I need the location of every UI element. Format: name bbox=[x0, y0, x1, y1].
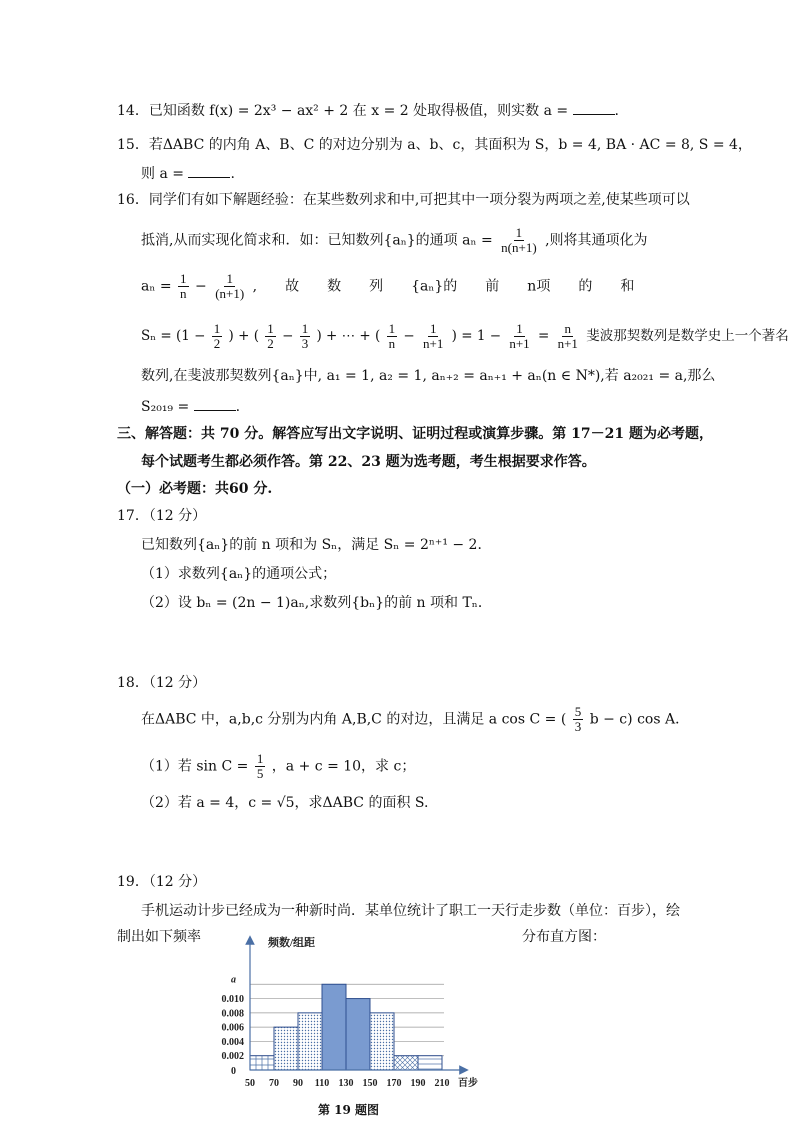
x-tick-label: 190 bbox=[410, 1078, 426, 1089]
histogram-bar bbox=[346, 999, 370, 1070]
question-17-head: 17．（12 分） bbox=[117, 508, 207, 524]
x-tick-label: 130 bbox=[338, 1078, 354, 1089]
histogram-bar bbox=[274, 1027, 298, 1070]
question-16-line5: 数列,在斐波那契数列{aₙ}中, a₁ = 1, a₂ = 1, aₙ₊₂ = aₙ₊₁ + aₙ(n ∈ N*),若 a₂₀₂₁ = a,那么 bbox=[141, 368, 716, 384]
question-19-line1: 手机运动计步已经成为一种新时尚．某单位统计了职工一天行走步数（单位：百步），绘 bbox=[141, 903, 680, 919]
x-tick-label: 90 bbox=[293, 1078, 303, 1089]
y-tick-label: a bbox=[231, 974, 236, 986]
question-16-line2: 抵消,从而实现化简求和．如：已知数列{aₙ}的通项 aₙ = $\frac{1}{n(n+1)}$ ,则将其通项化为 bbox=[141, 225, 648, 255]
y-tick-label: 0.004 bbox=[221, 1036, 244, 1048]
question-17-part1: （1）求数列{aₙ}的通项公式； bbox=[141, 566, 337, 582]
question-17-stem: 已知数列{aₙ}的前 n 项和为 Sₙ，满足 Sₙ = 2ⁿ⁺¹ − 2． bbox=[141, 537, 492, 553]
section-instructions: 每个试题考生都必须作答。第 22、23 题为选考题，考生根据要求作答。 bbox=[141, 454, 596, 470]
question-16-line1: 16．同学们有如下解题经验：在某些数列求和中,可把其中一项分裂为两项之差,使某些项可以 bbox=[117, 192, 690, 208]
y-tick-label: 0.010 bbox=[221, 994, 244, 1006]
x-tick-label: 110 bbox=[314, 1078, 330, 1089]
histogram-bar bbox=[322, 984, 346, 1070]
histogram-bar bbox=[370, 1013, 394, 1070]
fraction: $\frac{1}{n(n+1)}$ bbox=[501, 225, 537, 255]
answer-blank bbox=[188, 163, 230, 178]
figure-caption: 第 19 题图 bbox=[318, 1103, 380, 1117]
question-18-part2: （2）若 a = 4，c = √5，求ΔABC 的面积 S. bbox=[141, 795, 429, 811]
fraction: $\frac{1}{n}$ bbox=[180, 271, 187, 301]
section-heading: 三、解答题：共 70 分。解答应写出文字说明、证明过程或演算步骤。第 17－21 题为必考题， bbox=[117, 426, 713, 442]
x-tick-label: 150 bbox=[362, 1078, 378, 1089]
question-16-line3: aₙ = $\frac{1}{n}$ − $\frac{1}{(n+1)}$ , 故 数 列 {aₙ}的 前 n项 的 和 bbox=[141, 271, 635, 301]
question-15-line2: 则 a = . bbox=[141, 163, 235, 184]
question-18-stem: 在ΔABC 中，a,b,c 分别为内角 A,B,C 的对边，且满足 a cos C = ( $\frac{5}{3}$ b − c) cos A． bbox=[141, 704, 690, 734]
question-17-part2: （2）设 bₙ = (2n − 1)aₙ,求数列{bₙ}的前 n 项和 Tₙ． bbox=[141, 595, 492, 611]
question-16-line4: Sₙ = (1 − $\frac{1}{2}$ ) + ( $\frac{1}{2}$ − $\frac{1}{3}$ ) + ⋯ + ( $\frac{1}{n}$ − $\frac{1}{n+1}$ ) = 1 − $\frac{1}{n+1}$ = $\frac{n}{n+1}$ 斐波那契数列是数学史上一个著名 bbox=[141, 321, 789, 351]
x-tick-label: 170 bbox=[386, 1078, 402, 1089]
frequency-histogram bbox=[205, 930, 515, 1120]
question-19-line2b: 分布直方图： bbox=[522, 929, 606, 945]
answer-blank bbox=[194, 396, 236, 411]
histogram-bar bbox=[394, 1056, 418, 1070]
question-18-head: 18．（12 分） bbox=[117, 675, 207, 691]
question-16-line6: S₂₀₁₉ = . bbox=[141, 396, 240, 417]
y-tick-label: 0.006 bbox=[221, 1022, 244, 1034]
y-tick-label: 0 bbox=[231, 1066, 236, 1077]
question-18-part1: （1）若 sin C = $\frac{1}{5}$ ，a + c = 10，求 c； bbox=[141, 751, 416, 781]
question-15-line1: 15．若ΔABC 的内角 A、B、C 的对边分别为 a、b、c，其面积为 S，b = 4, BA · AC = 8, S = 4， bbox=[117, 137, 752, 153]
y-axis-label: 频数/组距 bbox=[268, 937, 316, 949]
histogram-bar bbox=[250, 1056, 274, 1070]
histogram-bar bbox=[298, 1013, 322, 1070]
x-tick-label: 210 bbox=[434, 1078, 450, 1089]
y-tick-label: 0.002 bbox=[221, 1051, 244, 1063]
question-19-line2a: 制出如下频率 bbox=[117, 929, 201, 945]
fraction: $\frac{1}{(n+1)}$ bbox=[215, 271, 245, 301]
question-19-head: 19．（12 分） bbox=[117, 874, 207, 890]
question-14: 14．已知函数 f(x) = 2x³ − ax² + 2 在 x = 2 处取得极值，则实数 a = . bbox=[117, 100, 619, 121]
answer-blank bbox=[573, 100, 615, 115]
histogram-bar bbox=[418, 1056, 442, 1070]
y-tick-label: 0.008 bbox=[221, 1008, 244, 1020]
x-tick-label: 70 bbox=[269, 1078, 279, 1089]
subsection-heading: （一）必考题：共60 分. bbox=[117, 481, 273, 497]
x-tick-label: 50 bbox=[245, 1078, 255, 1089]
x-axis-label: 百步 bbox=[458, 1078, 478, 1089]
